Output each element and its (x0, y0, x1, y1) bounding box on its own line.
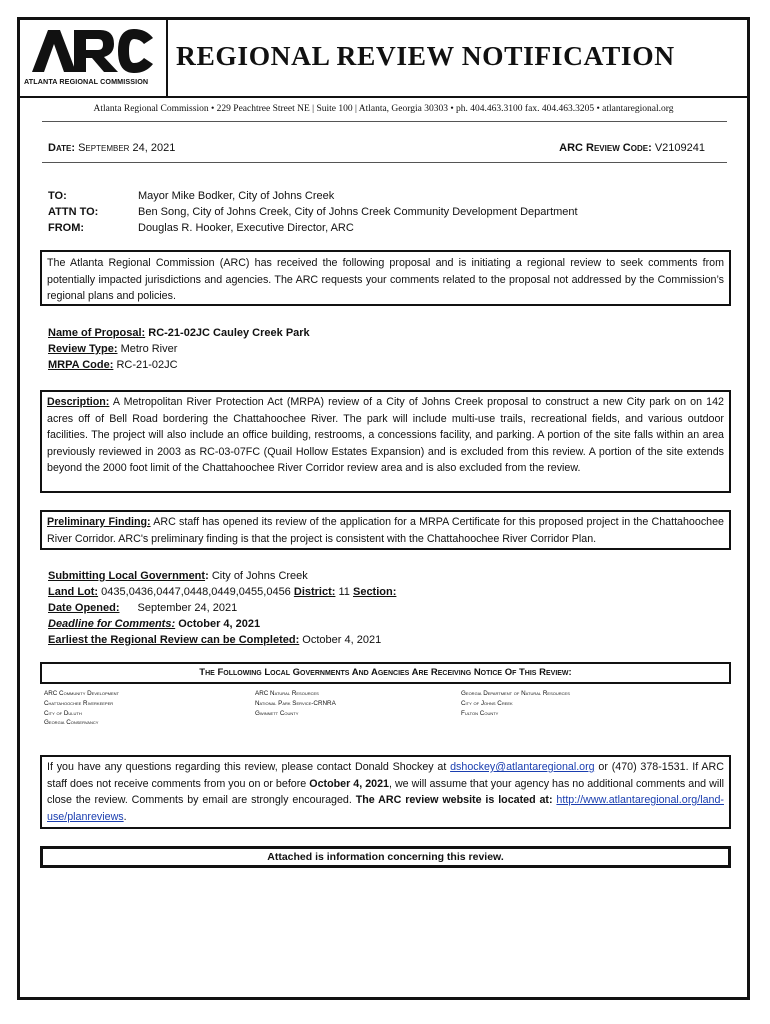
contact-text-part: . (123, 810, 127, 823)
earliest-completion-line (48, 634, 381, 646)
description-label: Description: (47, 396, 110, 408)
review-type-value: Metro River (120, 343, 178, 355)
land-lot-label: Land Lot: (48, 586, 99, 598)
agency-item: Georgia Conservancy (44, 719, 99, 727)
date-opened-value: September 24, 2021 (137, 602, 238, 614)
divider (42, 121, 727, 122)
proposal-name-line (48, 327, 310, 339)
review-code-line: ARC Review Code: V2109241 (559, 142, 705, 154)
attn-value: Ben Song, City of Johns Creek, City of Johns Creek Community Development Department (138, 206, 578, 218)
contact-email-link[interactable]: dshockey@atlantaregional.org (450, 761, 595, 773)
agency-item: Georgia Department of Natural Resources (461, 690, 570, 697)
to-value: Mayor Mike Bodker, City of Johns Creek (138, 190, 335, 202)
agency-item: National Park Service-CRNRA (255, 699, 336, 707)
from-value: Douglas R. Hooker, Executive Director, ARC (138, 222, 354, 234)
submitting-government-label: Submitting Local Government (48, 570, 206, 582)
agency-item: City of Duluth (44, 709, 82, 717)
attn-label: ATTN TO: (48, 206, 99, 218)
deadline-label: Deadline for Comments: (48, 618, 176, 630)
agencies-heading: The Following Local Governments And Agencies Are Receiving Notice Of This Review: (199, 667, 572, 678)
agency-item: Fulton County (461, 709, 499, 717)
deadline-value: October 4, 2021 (178, 618, 261, 630)
agency-column-1 (44, 689, 119, 728)
submitting-government-value: City of Johns Creek (211, 570, 308, 582)
proposal-name-label: Name of Proposal: (48, 327, 146, 339)
contact-deadline: October 4, 2021 (309, 777, 389, 790)
proposal-name-value: RC-21-02JC Cauley Creek Park (148, 327, 310, 339)
date-opened-line (48, 602, 237, 614)
submitting-government-line: Submitting Local Government: City of Johns Creek (48, 570, 308, 582)
date-line: Date: September 24, 2021 (48, 142, 176, 154)
earliest-completion-value: October 4, 2021 (302, 634, 382, 646)
agency-item: City of Johns Creek (461, 699, 513, 707)
mrpa-code-value: RC-21-02JC (116, 359, 178, 371)
review-website-link[interactable]: http://www.atlantaregional.org/land-use/planreviews (47, 794, 724, 823)
district-value: 11 (338, 586, 350, 598)
attached-note: Attached is information concerning this review. (267, 851, 504, 863)
mrpa-code-label: MRPA Code: (48, 359, 114, 371)
arc-logo (20, 20, 168, 96)
section-label: Section: (352, 586, 397, 598)
land-lot-line (48, 586, 396, 598)
finding-label: Preliminary Finding: (47, 516, 151, 528)
description-text (47, 394, 724, 477)
logo-subtitle: ATLANTA REGIONAL COMMISSION (24, 77, 149, 86)
agency-column-2 (255, 689, 336, 718)
agency-item: Chattahoochee Riverkeeper (44, 699, 114, 707)
review-code-label: ARC Review Code (559, 142, 649, 154)
address-line: Atlanta Regional Commission • 229 Peachtree Street NE | Suite 100 | Atlanta, Georgia 30303 • ph. 404.463.3100 fax. 404.463.3205 • atlantaregional.org (93, 104, 674, 114)
review-type-label: Review Type: (48, 343, 118, 355)
date-label: Date (48, 142, 72, 154)
divider (42, 162, 727, 163)
contact-text-part: or (470) 378-1531. If ARC staff does not receive comments from you on or before (47, 761, 724, 790)
agency-item: ARC Community Development (44, 690, 120, 697)
document-page (17, 17, 750, 1000)
land-lot-value: 0435,0436,0447,0448,0449,0455,0456 (101, 586, 291, 598)
header (20, 20, 747, 98)
date-value: September 24, 2021 (78, 142, 176, 154)
agency-item: ARC Natural Resources (255, 690, 319, 697)
from-label: FROM: (48, 222, 85, 234)
finding-body: ARC staff has opened its review of the application for a MRPA Certificate for this proposed project in the Chattahoochee River Corridor. ARC's preliminary finding is that the project is consistent with the Chattahoochee River Corridor Plan. (47, 516, 724, 545)
district-label: District: (293, 586, 336, 598)
review-type-line (48, 343, 177, 355)
agency-item: Gwinnett County (255, 709, 299, 717)
earliest-completion-label: Earliest the Regional Review can be Completed: (48, 634, 300, 646)
finding-text (47, 514, 724, 547)
to-label: TO: (48, 190, 67, 202)
review-code-value: V2109241 (654, 142, 705, 154)
contact-text-part: , we will assume that your agency has no additional comments and will close the review. Comments by email are strongly encouraged. (47, 777, 724, 806)
contact-text-part: If you have any questions regarding this review, please contact Donald Shockey at (47, 761, 447, 773)
deadline-line (48, 618, 260, 630)
website-label: The ARC review website is located at: (355, 794, 553, 806)
contact-text (47, 759, 724, 825)
mrpa-code-line (48, 359, 178, 371)
agency-column-3 (461, 689, 570, 718)
page-title: REGIONAL REVIEW NOTIFICATION (176, 40, 675, 71)
intro-text: The Atlanta Regional Commission (ARC) has received the following proposal and is initiating a regional review to seek comments from potentially impacted jurisdictions and agencies. The ARC requests your comments related to the proposal not addressed by the Commission’s regional plans and policies. (47, 257, 724, 302)
date-opened-label: Date Opened: (48, 602, 120, 614)
arc-logo-icon (30, 26, 156, 74)
description-body: A Metropolitan River Protection Act (MRPA) review of a City of Johns Creek proposal to construct a new City park on on 142 acres off of Bell Road bordering the Chattahoochee River. The park will include multi-use trails, recreational fields, and various outdoor facilities. The project will also include an office building, restrooms, a concessions facility, and parking. A portion of the site falls within an area previously reviewed in 2003 as RC-03-07FC (Quail Hollow Estates Expansion) and is excluded from this review. A portion of the site extends beyond the 2000 foot limit of the Chattahoochee River Corridor review area and is also excluded from the review. (47, 396, 724, 474)
